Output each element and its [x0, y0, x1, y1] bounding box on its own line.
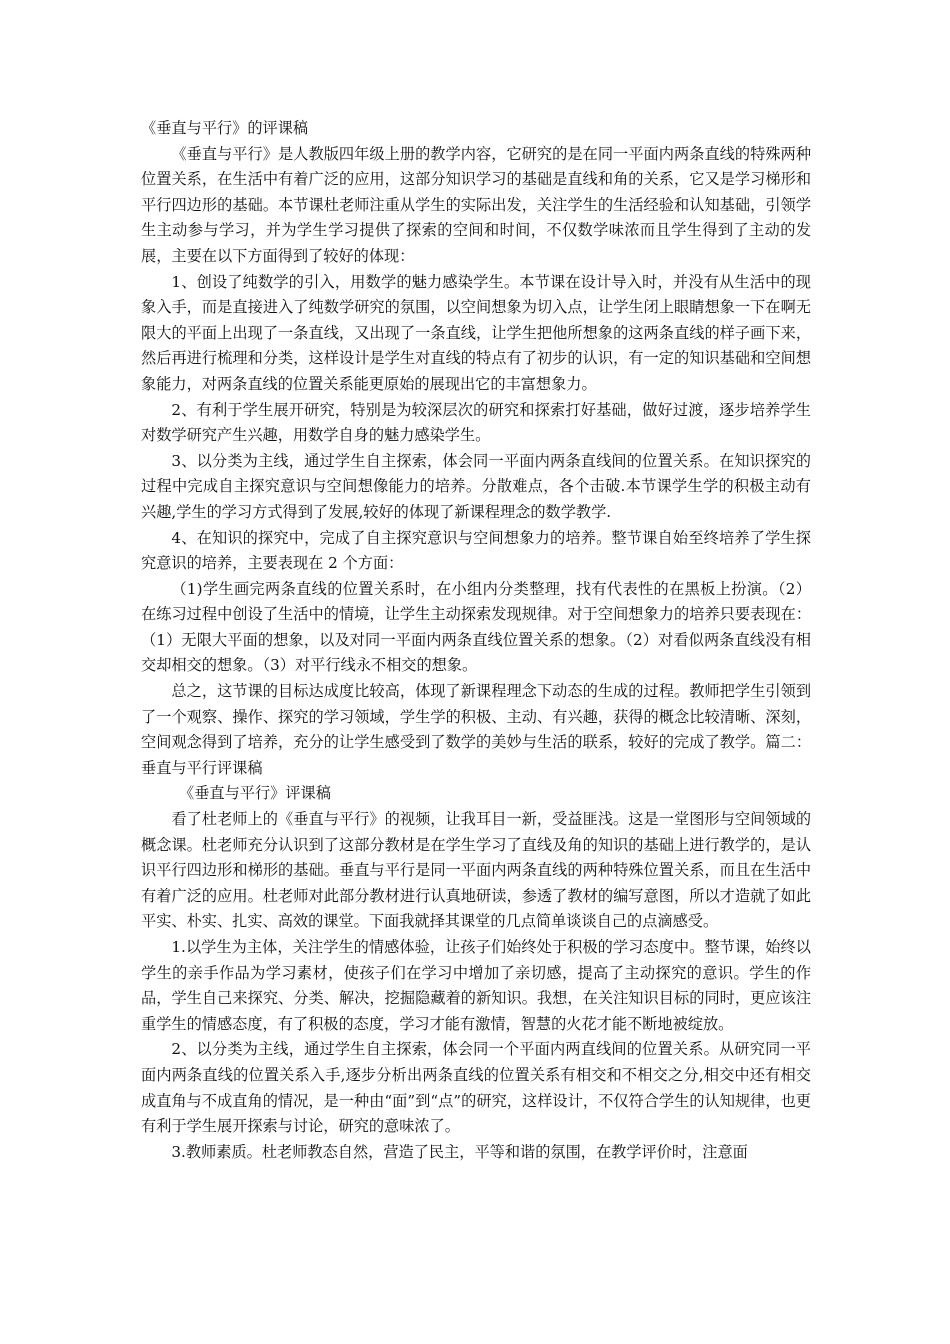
paragraph-point-4: 4、在知识的探究中，完成了自主探究意识与空间想象力的培养。整节课自始至终培养了学生探究意识的培养，主要表现在 2 个方面： — [141, 528, 811, 573]
paragraph-section-two-point-3: 3.教师素质。杜老师教态自然，营造了民主，平等和谐的氛围，在教学评价时，注意面 — [171, 1142, 748, 1161]
document-page — [141, 116, 811, 1165]
paragraph-point-3: 3、以分类为主线，通过学生自主探索，体会同一平面内两条直线间的位置关系。在知识探究的过程中完成自主探究意识与空间想像能力的培养。分散难点，各个击破.本节课学生学的积极主动有兴趣,学生的学习方式得到了发展,较好的体现了新课程理念的数学教学. — [141, 451, 811, 521]
paragraph-section-two-point-1: 1.以学生为主体，关注学生的情感体验，让孩子们始终处于积极的学习态度中。整节课，始终以学生的亲手作品为学习素材，使孩子们在学习中增加了亲切感，提高了主动探究的意识。学生的作品，学生自己来探究、分类、解决，挖掘隐藏着的新知识。我想，在关注知识目标的同时，更应该注重学生的情感态度，有了积极的态度，学习才能有激情，智慧的火花才能不断地被绽放。 — [141, 938, 811, 1033]
section-two-title: 《垂直与平行》评课稿 — [179, 784, 331, 803]
paragraph-section-two-intro: 看了杜老师上的《垂直与平行》的视频，让我耳目一新，受益匪浅。这是一堂图形与空间领域的概念课。杜老师充分认识到了这部分教材是在学生学习了直线及角的知识的基础上进行教学的，是认识平行四边形和梯形的基础。垂直与平行是同一平面内两条直线的两种特殊位置关系，而且在生活中有着广泛的应用。杜老师对此部分教材进行认真地研读，参透了教材的编写意图，所以才造就了如此平实、朴实、扎实、高效的课堂。下面我就择其课堂的几点简单谈谈自己的点滴感受。 — [141, 810, 811, 931]
paragraph-point-4-details: （1)学生画完两条直线的位置关系时，在小组内分类整理，找有代表性的在黑板上扮演。（2）在练习过程中创设了生活中的情境，让学生主动探索发现规律。对于空间想象力的培养只要表现在：（1）无限大平面的想象，以及对同一平面内两条直线位置关系的想象。（2）对看似两条直线没有相交却相交的想象。（3）对平行线永不相交的想象。 — [141, 579, 811, 675]
paragraph-intro: 《垂直与平行》是人教版四年级上册的教学内容，它研究的是在同一平面内两条直线的特殊两种位置关系，在生活中有着广泛的应用，这部分知识学习的基础是直线和角的关系，它又是学习梯形和平行四边形的基础。本节课杜老师注重从学生的实际出发，关注学生的生活经验和认知基础，引领学生主动参与学习，并为学生学习提供了探索的空间和时间，不仅数学味浓而且学生得到了主动的发展，主要在以下方面得到了较好的体现： — [141, 144, 811, 265]
paragraph-point-1: 1、创设了纯数学的引入，用数学的魅力感染学生。本节课在设计导入时，并没有从生活中的现象入手，而是直接进入了纯数学研究的氛围，以空间想象为切入点，让学生闭上眼睛想象一下在啊无限大的平面上出现了一条直线，又出现了一条直线，让学生把他所想象的这两条直线的样子画下来，然后再进行梳理和分类，这样设计是学生对直线的特点有了初步的认识，有一定的知识基础和空间想象能力，对两条直线的位置关系能更原始的展现出它的丰富想象力。 — [141, 272, 811, 393]
paragraph-section-two-point-2: 2、以分类为主线，通过学生自主探索，体会同一个平面内两直线间的位置关系。从研究同一平面内两条直线的位置关系入手,逐步分析出两条直线的位置关系有相交和不相交之分,相交中还有相交成直角与不成直角的情况，是一种由“面”到“点”的研究，这样设计，不仅符合学生的认知规律，也更有利于学生展开探索与讨论，研究的意味浓了。 — [141, 1040, 811, 1136]
paragraph-summary: 总之，这节课的目标达成度比较高，体现了新课程理念下动态的生成的过程。教师把学生引领到了一个观察、操作、探究的学习领域，学生学的积极、主动、有兴趣，获得的概念比较清晰、深刻，空间观念得到了培养，充分的让学生感受到了数学的美妙与生活的联系，较好的完成了教学。篇二：垂直与平行评课稿 — [141, 682, 811, 777]
paragraph-point-2: 2、有利于学生展开研究，特别是为较深层次的研究和探索打好基础，做好过渡，逐步培养学生对数学研究产生兴趣，用数学自身的魅力感染学生。 — [141, 400, 811, 445]
document-title: 《垂直与平行》的评课稿 — [141, 119, 309, 137]
